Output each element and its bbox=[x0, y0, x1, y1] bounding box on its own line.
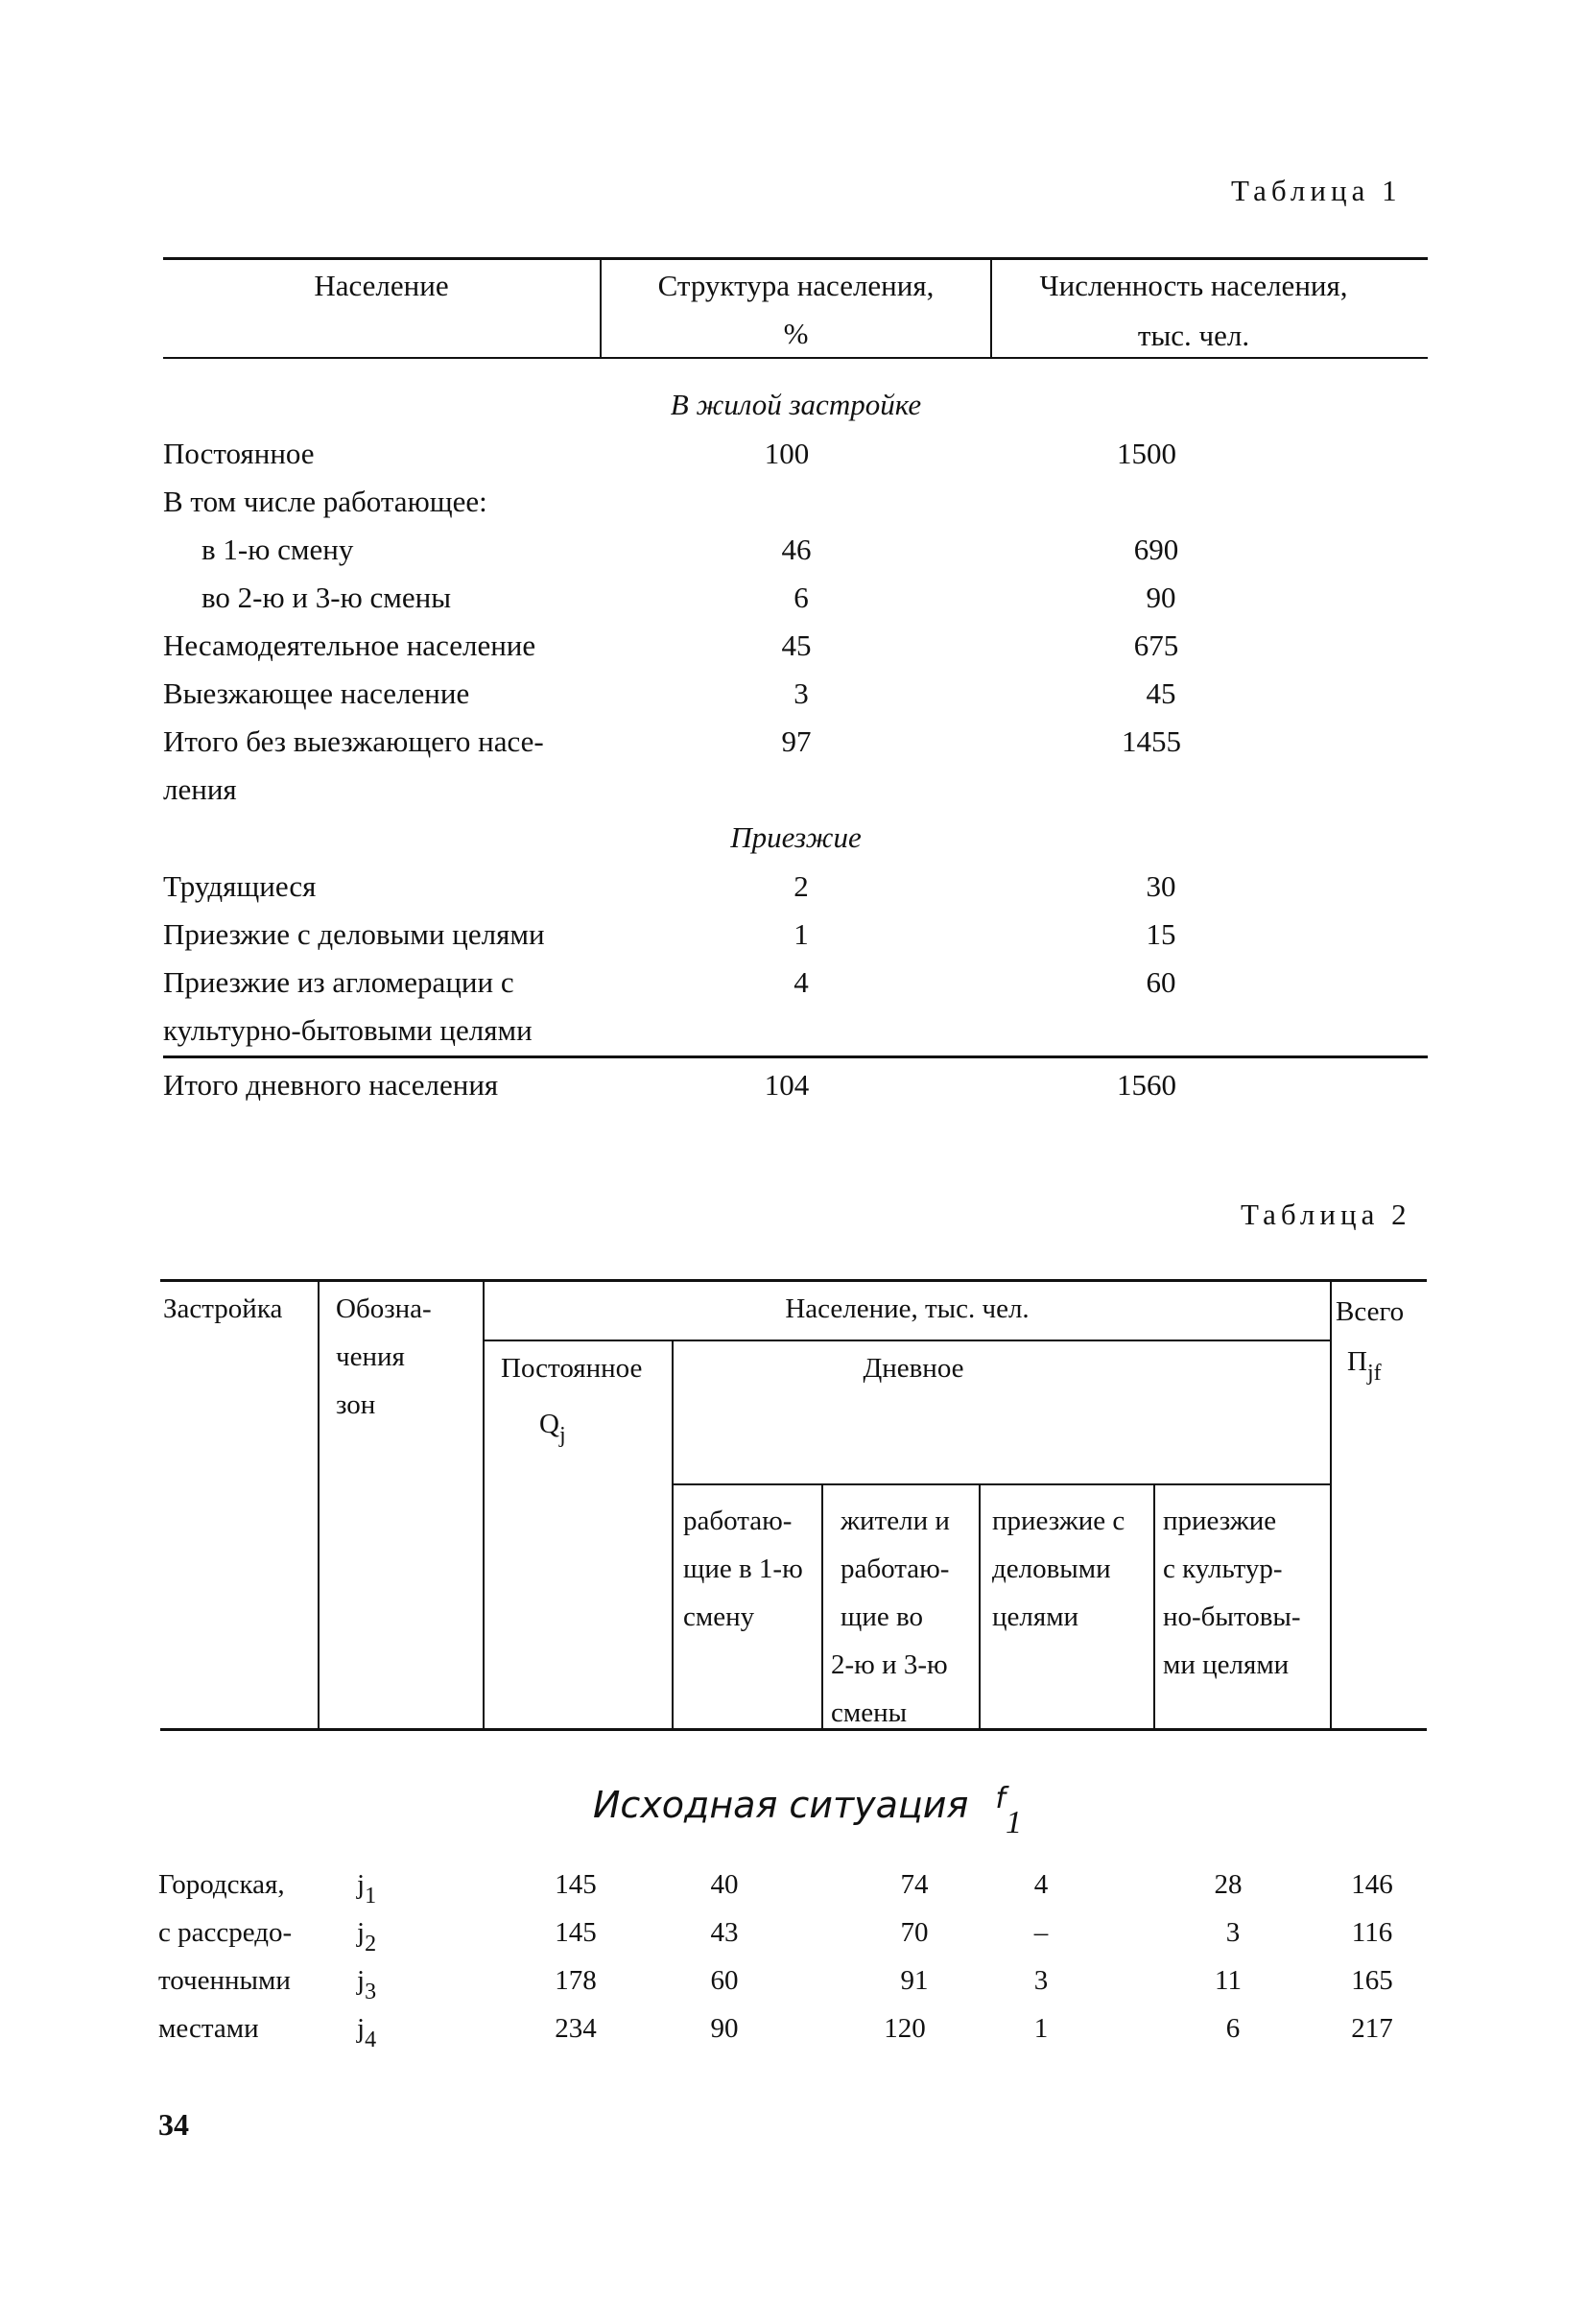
table2-header-kult bbox=[1163, 1497, 1301, 1689]
table2-rule-naselenie bbox=[483, 1340, 1330, 1341]
row-percent: 6 bbox=[794, 581, 809, 614]
table2-header-dnevnoe: Дневное bbox=[863, 1353, 964, 1384]
row-del: 4 bbox=[1033, 1869, 1049, 1900]
row-count: 690 bbox=[1133, 533, 1179, 566]
table2-header-zastroyka: Застройка bbox=[163, 1293, 283, 1324]
situation-symbol: f bbox=[995, 1782, 1006, 1815]
row-zhit: 120 bbox=[884, 2013, 926, 2044]
row-percent: 1 bbox=[794, 917, 809, 951]
header-line: жители и bbox=[841, 1506, 950, 1536]
row-rab: 43 bbox=[710, 1917, 739, 1948]
table2-divider-rab bbox=[821, 1483, 823, 1730]
table1-header-structure-unit: % bbox=[783, 317, 809, 350]
row-percent: 2 bbox=[794, 869, 809, 903]
row-kult: 11 bbox=[1215, 1965, 1242, 1996]
row-del: 3 bbox=[1033, 1965, 1049, 1996]
row-rab: 40 bbox=[710, 1869, 739, 1900]
header-line: смену bbox=[683, 1601, 755, 1632]
header-line: целями bbox=[992, 1601, 1079, 1632]
header-line: смены bbox=[831, 1697, 908, 1728]
header-line: работаю- bbox=[841, 1553, 950, 1584]
row-zone bbox=[357, 1965, 377, 2004]
table2-top-rule bbox=[160, 1279, 1427, 1282]
table1-section-residential: В жилой застройке bbox=[670, 388, 922, 421]
table2-situation-heading bbox=[593, 1782, 1022, 1840]
zone-subscript: 1 bbox=[365, 1884, 377, 1909]
zone-subscript: 2 bbox=[365, 1932, 377, 1956]
table2-header-vsego: Всего bbox=[1336, 1296, 1405, 1327]
table2-divider-zastroyka bbox=[318, 1279, 320, 1730]
row-count: 60 bbox=[1146, 965, 1176, 999]
total-count: 1560 bbox=[1117, 1068, 1176, 1102]
row-percent: 46 bbox=[781, 533, 812, 566]
row-label: В том числе работающее: bbox=[163, 485, 487, 518]
row-label: ления bbox=[163, 772, 237, 806]
header-line: деловыми bbox=[992, 1553, 1111, 1584]
row-zone bbox=[357, 1917, 377, 1956]
row-percent: 45 bbox=[781, 628, 812, 662]
row-count: 15 bbox=[1146, 917, 1176, 951]
row-zastroyka: с рассредо- bbox=[158, 1917, 293, 1948]
table1-top-rule bbox=[163, 257, 1428, 260]
row-label: во 2-ю и 3-ю смены bbox=[201, 581, 452, 614]
zone-symbol: j bbox=[357, 1869, 366, 1900]
situation-subscript: 1 bbox=[1005, 1805, 1022, 1840]
header-line: работаю- bbox=[683, 1506, 793, 1536]
row-vsego: 116 bbox=[1351, 1917, 1393, 1948]
row-zastroyka: точенными bbox=[158, 1965, 291, 1996]
table2-header-oboz-3: зон bbox=[336, 1389, 376, 1420]
table2-header-naselenie: Население, тыс. чел. bbox=[785, 1293, 1030, 1324]
row-label: Несамодеятельное население bbox=[163, 628, 536, 662]
table2-bottom-rule bbox=[160, 1728, 1427, 1731]
row-percent: 97 bbox=[781, 724, 812, 758]
table1-header-structure: Структура населения, bbox=[657, 269, 935, 302]
row-vsego: 146 bbox=[1351, 1869, 1393, 1900]
row-vsego: 217 bbox=[1351, 2013, 1393, 2044]
row-post: 234 bbox=[555, 2013, 597, 2044]
row-zhit: 74 bbox=[900, 1869, 929, 1900]
table1-header-population: Население bbox=[314, 269, 449, 302]
row-rab: 60 bbox=[710, 1965, 739, 1996]
table2-header-vsego-symbol bbox=[1347, 1346, 1382, 1386]
row-zastroyka: местами bbox=[158, 2013, 259, 2044]
table2-divider-vsego bbox=[1330, 1279, 1332, 1730]
row-count: 675 bbox=[1133, 628, 1179, 662]
header-line: щие во bbox=[841, 1601, 923, 1632]
vsego-symbol: П bbox=[1347, 1346, 1367, 1377]
table2-divider-post bbox=[672, 1340, 674, 1730]
row-post: 178 bbox=[555, 1965, 597, 1996]
header-line: но-бытовы- bbox=[1163, 1601, 1301, 1632]
zone-symbol: j bbox=[357, 2013, 366, 2044]
row-del: – bbox=[1033, 1917, 1049, 1948]
row-post: 145 bbox=[555, 1869, 597, 1900]
table1-header-count: Численность населения, bbox=[1039, 269, 1348, 302]
row-zone bbox=[357, 2013, 377, 2052]
table2-header-postoyannoe-symbol bbox=[539, 1409, 566, 1448]
table2-header-postoyannoe: Постоянное bbox=[501, 1353, 643, 1384]
q-symbol: Q bbox=[539, 1409, 559, 1439]
table1-caption: Таблица 1 bbox=[1231, 174, 1402, 207]
row-post: 145 bbox=[555, 1917, 597, 1948]
q-subscript: j bbox=[558, 1423, 566, 1448]
row-count: 45 bbox=[1146, 676, 1176, 710]
row-zastroyka: Городская, bbox=[158, 1869, 285, 1900]
header-line: приезжие bbox=[1163, 1506, 1277, 1536]
row-label: Трудящиеся bbox=[163, 869, 317, 903]
table2-header-zhit bbox=[831, 1497, 950, 1737]
row-label: в 1-ю смену bbox=[201, 533, 354, 566]
row-zhit: 70 bbox=[900, 1917, 929, 1948]
table1-section-visitors: Приезжие bbox=[730, 820, 862, 854]
row-percent: 3 bbox=[794, 676, 809, 710]
table2-divider-zhit bbox=[979, 1483, 981, 1730]
row-kult: 3 bbox=[1225, 1917, 1241, 1948]
zone-symbol: j bbox=[357, 1917, 366, 1948]
table2-divider-del bbox=[1153, 1483, 1155, 1730]
row-kult: 28 bbox=[1214, 1869, 1243, 1900]
table2-header-rab bbox=[683, 1497, 803, 1641]
table2-header-oboz-2: чения bbox=[336, 1341, 405, 1372]
vsego-subscript: jf bbox=[1366, 1361, 1382, 1386]
table1-total-rule bbox=[163, 1055, 1428, 1058]
header-line: щие в 1-ю bbox=[683, 1553, 803, 1584]
row-zone bbox=[357, 1869, 377, 1909]
row-count: 90 bbox=[1146, 581, 1176, 614]
zone-symbol: j bbox=[357, 1965, 366, 1996]
table2-caption: Таблица 2 bbox=[1241, 1198, 1411, 1231]
header-line: с культур- bbox=[1163, 1553, 1283, 1584]
table2-rule-dnevnoe bbox=[672, 1483, 1330, 1485]
header-line: 2-ю и 3-ю bbox=[831, 1649, 948, 1680]
table1-header-count-unit: тыс. чел. bbox=[1137, 319, 1250, 352]
zone-subscript: 4 bbox=[365, 2028, 377, 2052]
row-count: 1500 bbox=[1117, 437, 1176, 470]
table2-divider-oboz bbox=[483, 1279, 485, 1730]
row-del: 1 bbox=[1033, 2013, 1049, 2044]
row-label: Итого без выезжающего насе- bbox=[163, 724, 544, 758]
header-line: ми целями bbox=[1163, 1649, 1290, 1680]
row-rab: 90 bbox=[710, 2013, 739, 2044]
situation-label: Исходная ситуация bbox=[593, 1784, 969, 1826]
row-count: 30 bbox=[1146, 869, 1176, 903]
row-label: Приезжие с деловыми целями bbox=[163, 917, 545, 951]
zone-subscript: 3 bbox=[365, 1980, 377, 2004]
row-vsego: 165 bbox=[1351, 1965, 1393, 1996]
row-count: 1455 bbox=[1122, 724, 1181, 758]
total-label: Итого дневного населения bbox=[163, 1068, 499, 1102]
row-kult: 6 bbox=[1225, 2013, 1241, 2044]
page-number: 34 bbox=[158, 2107, 189, 2142]
table2-header-del bbox=[992, 1497, 1125, 1641]
table1-header-rule bbox=[163, 357, 1428, 359]
table2-header-oboz-1: Обозна- bbox=[336, 1293, 432, 1324]
header-line: приезжие с bbox=[992, 1506, 1125, 1536]
row-percent: 100 bbox=[764, 437, 810, 470]
row-zhit: 91 bbox=[900, 1965, 929, 1996]
row-percent: 4 bbox=[794, 965, 809, 999]
row-label: Постоянное bbox=[163, 437, 315, 470]
total-percent: 104 bbox=[764, 1068, 810, 1102]
row-label: культурно-бытовыми целями bbox=[163, 1013, 533, 1047]
row-label: Выезжающее население bbox=[163, 676, 470, 710]
row-label: Приезжие из агломерации с bbox=[163, 965, 514, 999]
